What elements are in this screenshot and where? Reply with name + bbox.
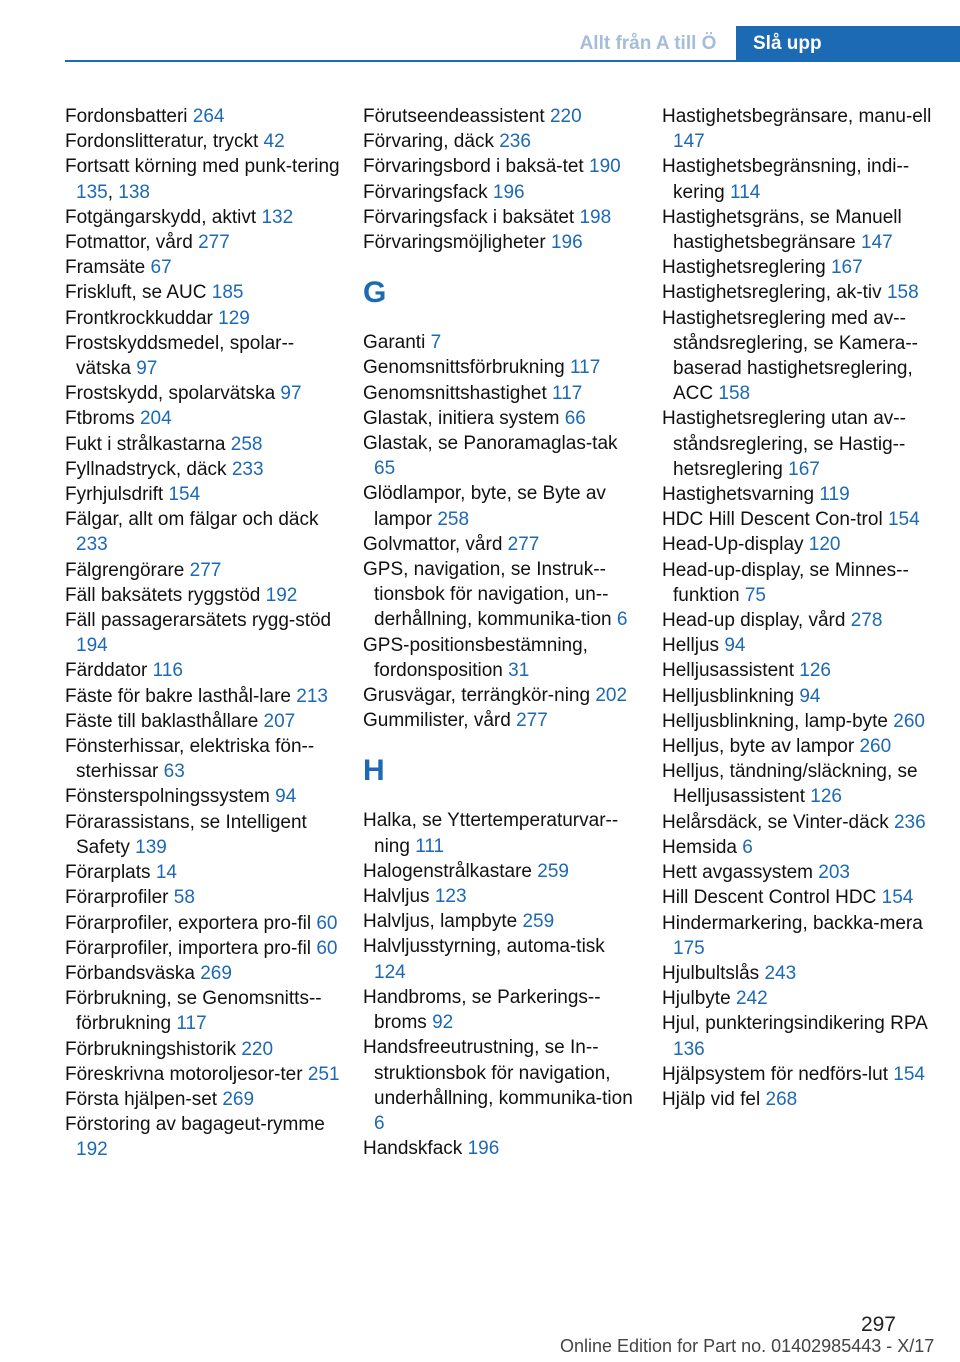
index-entry: [65, 1037, 340, 1062]
page-reference-link[interactable]: 236: [499, 131, 531, 153]
index-entry: [662, 961, 937, 986]
page-reference-link[interactable]: 192: [265, 584, 298, 606]
index-entry: [363, 154, 638, 179]
index-entry-text: Förvaringsfack: [363, 181, 488, 203]
index-entry: [662, 633, 937, 658]
index-entry-text: Halvljusstyrning, automa-tisk: [363, 936, 605, 958]
index-entry-text: Hill Descent Control HDC: [662, 887, 877, 909]
page-reference-link[interactable]: 258: [437, 508, 470, 530]
page-reference-link[interactable]: 135: [76, 181, 108, 203]
index-entry-text: Hastighetsgräns, se Manuell hastighetsbegränsare: [662, 206, 902, 254]
page-reference-link[interactable]: 94: [799, 685, 821, 707]
page-reference-link[interactable]: 175: [673, 937, 705, 959]
page-reference-link[interactable]: 213: [296, 685, 328, 707]
page-reference-link[interactable]: 242: [735, 988, 768, 1010]
index-entry-text: Helljusblinkning: [662, 685, 795, 707]
index-entry-text: Garanti: [363, 332, 426, 354]
page-reference-link[interactable]: 190: [589, 156, 621, 178]
index-entry: [65, 961, 340, 986]
page-reference-link[interactable]: 154: [887, 509, 920, 531]
index-entry: [662, 835, 937, 860]
page-reference-link[interactable]: 269: [200, 962, 232, 984]
page-reference-link[interactable]: 260: [859, 736, 892, 758]
index-entry-text: Helårsdäck, se Vinter-däck: [662, 811, 889, 833]
page-reference-link[interactable]: 97: [136, 358, 158, 380]
page-reference-link[interactable]: 7: [430, 332, 442, 354]
page-reference-link[interactable]: 194: [76, 635, 108, 657]
page-reference-link[interactable]: 123: [434, 886, 467, 908]
index-entry: [662, 1011, 937, 1061]
index-entry: [662, 507, 937, 532]
page-reference-link[interactable]: 117: [570, 357, 601, 379]
index-entry-text: Friskluft, se AUC: [65, 282, 207, 304]
index-entry: [363, 633, 638, 683]
index-entry-text: Halogenstrålkastare: [363, 860, 532, 882]
index-entry: [662, 911, 937, 961]
index-entry: [65, 255, 340, 280]
index-entry: [363, 909, 638, 934]
index-entry-text: Helljus: [662, 635, 720, 657]
section-letter: H: [363, 754, 385, 788]
index-entry: [65, 507, 340, 557]
index-entry: [363, 985, 638, 1035]
index-entry: [65, 784, 340, 809]
index-entry-text: Halvljus, lampbyte: [363, 911, 518, 933]
index-entry-text: Fortsatt körning med punk-tering: [65, 156, 340, 178]
index-entry-text: GPS-positionsbestämning, fordonsposition: [363, 634, 588, 681]
page-reference-link[interactable]: 116: [152, 660, 183, 682]
index-entry-text: Hjulbyte: [662, 988, 731, 1010]
index-entry-text: Glastak, initiera system: [363, 407, 560, 429]
index-entry: [65, 583, 340, 608]
index-entry-text: Framsäte: [65, 257, 146, 279]
page-reference-link[interactable]: 154: [168, 484, 201, 506]
index-entry: [662, 734, 937, 759]
index-entry: [65, 658, 340, 683]
page-reference-link[interactable]: 243: [764, 962, 797, 984]
index-entry: [363, 1035, 638, 1136]
index-entry-text: Hastighetsreglering, ak-tiv: [662, 282, 882, 304]
index-entry: [662, 558, 937, 608]
index-entry-text: Förvaring, däck: [363, 131, 494, 153]
page-reference-link[interactable]: 233: [76, 534, 108, 556]
index-entry: [662, 205, 937, 255]
index-entry-text: Fäste till baklasthållare: [65, 710, 259, 732]
index-entry: [363, 230, 638, 255]
index-entry-text: Fotmattor, vård: [65, 232, 193, 254]
page-reference-link[interactable]: 192: [76, 1139, 108, 1161]
page-reference-link[interactable]: 114: [730, 181, 761, 203]
index-entry-text: Golvmattor, vård: [363, 533, 503, 555]
index-entry: [662, 280, 937, 305]
index-entry-text: HDC Hill Descent Con-trol: [662, 509, 883, 531]
index-entry: [65, 709, 340, 734]
index-entry-text: Förarprofiler, importera pro-fil: [65, 937, 312, 959]
index-entry: [65, 129, 340, 154]
index-entry: [363, 859, 638, 884]
index-entry-text: Genomsnittsförbrukning: [363, 357, 565, 379]
index-entry: [363, 355, 638, 380]
page-reference-link[interactable]: 92: [432, 1012, 454, 1034]
page-reference-link[interactable]: 259: [522, 911, 555, 933]
index-entry-text: Hjälp vid fel: [662, 1088, 761, 1110]
page-reference-link[interactable]: 196: [550, 232, 583, 254]
page-reference-link[interactable]: 147: [673, 131, 705, 153]
page-number: 297: [860, 1313, 896, 1336]
page-reference-link[interactable]: 158: [886, 282, 919, 304]
page-header: [0, 0, 960, 62]
index-entry-text: Genomsnittshastighet: [363, 382, 547, 404]
index-entry: [363, 808, 638, 858]
index-entry-text: Hastighetsreglering utan av-ståndsreglering, se Hastig-hetsreglering: [662, 408, 906, 480]
index-entry: [65, 406, 340, 431]
index-entry-text: Förvaringsfack i baksätet: [363, 206, 575, 228]
index-entry-text: Hastighetsbegränsare, manu-ell: [662, 106, 932, 127]
page-reference-link[interactable]: 129: [218, 307, 250, 329]
index-entry: [363, 330, 638, 355]
index-entry-text: Head-Up-display: [662, 534, 804, 556]
index-entry: [65, 911, 340, 936]
index-entry: [65, 734, 340, 784]
index-entry: [65, 1112, 340, 1162]
index-entry-text: Halka, se Yttertemperaturvar-ning: [363, 810, 619, 857]
index-entry: [65, 280, 340, 305]
page-reference-link[interactable]: 277: [516, 710, 548, 732]
index-entry: [65, 860, 340, 885]
page-reference-link[interactable]: 268: [765, 1088, 798, 1110]
page-reference-link[interactable]: 202: [595, 685, 628, 707]
page-reference-link[interactable]: 94: [724, 635, 746, 657]
index-entry-text: Förvaringsmöjligheter: [363, 232, 546, 254]
page-reference-link[interactable]: 6: [742, 836, 753, 858]
page-reference-link[interactable]: 120: [808, 534, 841, 556]
index-entry: [662, 684, 937, 709]
index-entry: [65, 457, 340, 482]
index-entry: [662, 255, 937, 280]
index-entry-text: Förarprofiler: [65, 887, 169, 909]
index-entry-text: Gummilister, vård: [363, 710, 511, 732]
page-reference-link[interactable]: 117: [176, 1013, 207, 1035]
page-reference-link[interactable]: 139: [135, 836, 167, 858]
page-reference-link[interactable]: 124: [374, 961, 406, 983]
header-rule: [65, 60, 960, 62]
section-tab[interactable]: Allt från A till Ö: [579, 33, 717, 54]
index-entry-text: Helljus, byte av lampor: [662, 736, 855, 758]
index-entry-text: Frostskyddsmedel, spolar-vätska: [65, 332, 295, 380]
index-entry: [662, 306, 937, 407]
page-reference-link[interactable]: 60: [316, 937, 338, 959]
index-entry-text: Hindermarkering, backka-mera: [662, 912, 923, 934]
index-entry-text: Fukt i strålkastarna: [65, 433, 226, 455]
index-entry: [662, 810, 937, 835]
index-entry: [65, 810, 340, 860]
index-column-2: [363, 104, 638, 1161]
index-entry-text: Ftbroms: [65, 408, 135, 430]
page-reference-link[interactable]: 126: [810, 786, 842, 808]
index-entry: [662, 406, 937, 482]
index-entry-text: Hastighetsbegränsning, indi-kering: [662, 156, 910, 203]
page-reference-link[interactable]: 136: [673, 1038, 705, 1060]
index-entry: [363, 406, 638, 431]
page-reference-link[interactable]: 126: [799, 660, 831, 682]
index-entry: [65, 558, 340, 583]
index-entry: [662, 658, 937, 683]
index-entry-text: Förvaringsbord i baksä-tet: [363, 156, 584, 178]
page-reference-link[interactable]: 65: [374, 458, 396, 480]
page-reference-link[interactable]: 6: [616, 609, 628, 631]
index-entry-text: Head-up display, vård: [662, 610, 846, 632]
index-entry-text: Hett avgassystem: [662, 862, 813, 884]
index-entry: [65, 230, 340, 255]
index-entry: [662, 759, 937, 809]
page-reference-link[interactable]: 63: [163, 761, 185, 783]
index-entry-text: Handskfack: [363, 1138, 463, 1160]
index-entry: [65, 986, 340, 1036]
index-entry: [363, 129, 638, 154]
page-reference-link[interactable]: 119: [819, 484, 850, 506]
index-entry-text: Fäll passagerarsätets rygg-stöd: [65, 610, 332, 632]
page-reference-link[interactable]: 220: [241, 1038, 274, 1060]
page-reference-link[interactable]: 236: [893, 811, 926, 833]
index-entry: [65, 684, 340, 709]
index-entry: [363, 205, 638, 230]
page-reference-link[interactable]: 277: [507, 533, 540, 555]
page-reference-link[interactable]: 167: [830, 257, 863, 279]
index-entry-text: Fordonslitteratur, tryckt: [65, 131, 259, 153]
index-entry-text: Fälgrengörare: [65, 559, 185, 581]
index-entry-text: Förutseendeassistent: [363, 106, 545, 127]
index-entry-text: Frontkrockkuddar: [65, 307, 213, 329]
page-reference-link[interactable]: 278: [850, 610, 883, 632]
page-reference-link[interactable]: 259: [537, 860, 569, 882]
page-reference-link[interactable]: 277: [189, 559, 222, 581]
index-entry: [662, 986, 937, 1011]
index-entry-text: Glastak, se Panoramaglas-tak: [363, 433, 618, 455]
index-entry: [65, 1087, 340, 1112]
page-reference-link[interactable]: 196: [467, 1138, 500, 1160]
index-entry: [662, 709, 937, 734]
index-entry-text: Förarprofiler, exportera pro-fil: [65, 912, 312, 934]
index-entry: [662, 154, 937, 204]
index-entry: Fortsatt körning med punk-tering 135, 138: [65, 156, 340, 203]
index-entry-text: Helljus, tändning/släckning, se Helljusassistent: [662, 761, 918, 808]
page-reference-link[interactable]: 196: [492, 181, 525, 203]
index-entry: [662, 482, 937, 507]
index-column-3: [662, 104, 937, 1112]
page-reference-link[interactable]: 207: [263, 710, 296, 732]
index-entry: [65, 205, 340, 230]
page-reference-link[interactable]: 58: [173, 887, 195, 909]
page-reference-link[interactable]: 277: [198, 232, 230, 254]
index-entry: [65, 1062, 340, 1087]
index-entry: [65, 432, 340, 457]
page-reference-link[interactable]: 220: [549, 106, 582, 127]
index-entry-text: Grusvägar, terrängkör-ning: [363, 685, 591, 707]
page-reference-link[interactable]: 31: [508, 659, 530, 681]
index-entry: [363, 481, 638, 531]
index-entry-text: Förarassistans, se Intelligent Safety: [65, 811, 307, 858]
index-entry-text: Föreskrivna motoroljesor-ter: [65, 1063, 303, 1085]
index-entry: [363, 180, 638, 205]
index-entry-text: Frostskydd, spolarvätska: [65, 383, 276, 405]
index-entry-text: Helljusassistent: [662, 660, 794, 682]
page-reference-link[interactable]: 97: [280, 383, 302, 405]
page-reference-link[interactable]: 132: [261, 206, 294, 228]
page-reference-link[interactable]: 269: [222, 1088, 255, 1110]
index-entry-text: Hastighetsreglering: [662, 257, 826, 279]
index-entry: [65, 885, 340, 910]
page-reference-link[interactable]: 185: [211, 282, 244, 304]
index-entry-text: Halvljus: [363, 886, 430, 908]
index-entry-text: Första hjälpen-set: [65, 1088, 218, 1110]
page-reference-link[interactable]: 198: [579, 206, 612, 228]
index-entry: [65, 306, 340, 331]
index-entry-text: Hjälpsystem för nedförs-lut: [662, 1063, 888, 1085]
index-entry: [363, 557, 638, 633]
page-reference-link[interactable]: 154: [881, 887, 914, 909]
index-entry: [65, 331, 340, 381]
page-reference-link[interactable]: 66: [564, 407, 586, 429]
page-reference-link[interactable]: 75: [744, 584, 766, 606]
index-entry: [662, 885, 937, 910]
index-entry-text: Hjulbultslås: [662, 962, 760, 984]
index-entry-text: Förbrukning, se Genomsnitts-förbrukning: [65, 988, 322, 1035]
index-entry-text: Fyllnadstryck, däck: [65, 458, 227, 480]
index-entry: [363, 934, 638, 984]
index-entry: [363, 884, 638, 909]
index-entry: [363, 431, 638, 481]
index-entry: [662, 608, 937, 633]
index-entry: [65, 104, 340, 129]
index-entry: [363, 683, 638, 708]
index-entry-text: Hjul, punkteringsindikering RPA: [662, 1013, 927, 1035]
page-reference-link[interactable]: 203: [818, 862, 850, 884]
index-entry-text: Glödlampor, byte, se Byte av lampor: [363, 483, 606, 530]
page-reference-link[interactable]: 60: [316, 912, 338, 934]
page-reference-link[interactable]: 233: [231, 458, 264, 480]
index-entry-text: Fäste för bakre lasthål-lare: [65, 685, 291, 707]
index-entry-text: Hastighetsvarning: [662, 484, 815, 506]
page-reference-link[interactable]: 167: [788, 458, 820, 480]
index-entry-text: Head-up-display, se Minnes-funktion: [662, 559, 909, 606]
page-reference-link[interactable]: 6: [374, 1112, 385, 1134]
page-reference-link[interactable]: 258: [230, 433, 263, 455]
index-entry-text: Förstoring av bagageut-rymme: [65, 1114, 325, 1136]
index-entry-text: Fyrhjulsdrift: [65, 484, 164, 506]
index-entry-text: Fäll baksätets ryggstöd: [65, 584, 261, 606]
page-reference-link[interactable]: 158: [718, 383, 751, 405]
index-entry: [662, 1087, 937, 1112]
page-reference-link[interactable]: 67: [150, 257, 172, 279]
page-reference-link[interactable]: 251: [307, 1063, 340, 1085]
index-entry-text: Helljusblinkning, lamp-byte: [662, 710, 888, 732]
index-entry-text: Förbrukningshistorik: [65, 1038, 237, 1060]
page-reference-link[interactable]: 260: [893, 710, 925, 732]
page-reference-link[interactable]: 154: [893, 1063, 925, 1085]
page-reference-link[interactable]: 94: [275, 786, 297, 808]
page-reference-link[interactable]: 264: [192, 106, 225, 127]
lookup-tab[interactable]: Slå upp: [736, 26, 960, 62]
index-entry-text: Handsfreeutrustning, se In-struktionsbok för navigation, underhållning, kommunika-tion: [363, 1037, 633, 1109]
index-entry-text: Fönsterhissar, elektriska fön-sterhissar: [65, 736, 315, 783]
index-entry-text: Fordonsbatteri: [65, 106, 188, 127]
index-entry-text: GPS, navigation, se Instruk-tionsbok för navigation, un-derhållning, kommunika-tion: [363, 559, 612, 631]
index-entry-text: Förarplats: [65, 862, 151, 884]
index-column-1: [65, 104, 340, 1163]
index-entry: [65, 936, 340, 961]
index-entry: [363, 104, 638, 129]
page-reference-link[interactable]: 147: [861, 232, 893, 254]
index-entry: [662, 1062, 937, 1087]
index-entry: [363, 532, 638, 557]
section-letter: G: [363, 276, 387, 310]
index-entry: [662, 860, 937, 885]
page-reference-link[interactable]: 138: [118, 181, 150, 203]
index-entry-text: Fotgängarskydd, aktivt: [65, 206, 257, 228]
index-entry: [363, 381, 638, 406]
page-reference-link[interactable]: 204: [139, 408, 172, 430]
index-entry: [65, 482, 340, 507]
index-entry-text: Förbandsväska: [65, 962, 195, 984]
index-entry: [662, 104, 937, 154]
index-entry: [363, 1136, 638, 1161]
index-entry-text: Hastighetsreglering med av-ståndsreglering, se Kamera-baserad hastighetsreglering, ACC: [662, 307, 918, 405]
index-entry-text: Färddator: [65, 660, 148, 682]
index-entry: [363, 708, 638, 733]
index-entry: [65, 381, 340, 406]
page-reference-link[interactable]: 42: [263, 131, 285, 153]
page-reference-link[interactable]: 14: [155, 862, 177, 884]
index-entry-text: Handbroms, se Parkerings-broms: [363, 986, 601, 1034]
footer-edition: Online Edition for Part no. 01402985443 - X/17: [560, 1336, 935, 1356]
index-entry-text: Hemsida: [662, 836, 737, 858]
index-entry-text: Fälgar, allt om fälgar och däck: [65, 509, 319, 531]
index-entry: [65, 608, 340, 658]
page-reference-link[interactable]: 117: [552, 382, 583, 404]
index-entry: [662, 532, 937, 557]
page-reference-link[interactable]: 111: [415, 835, 445, 857]
index-entry-text: Fönsterspolningssystem: [65, 786, 270, 808]
